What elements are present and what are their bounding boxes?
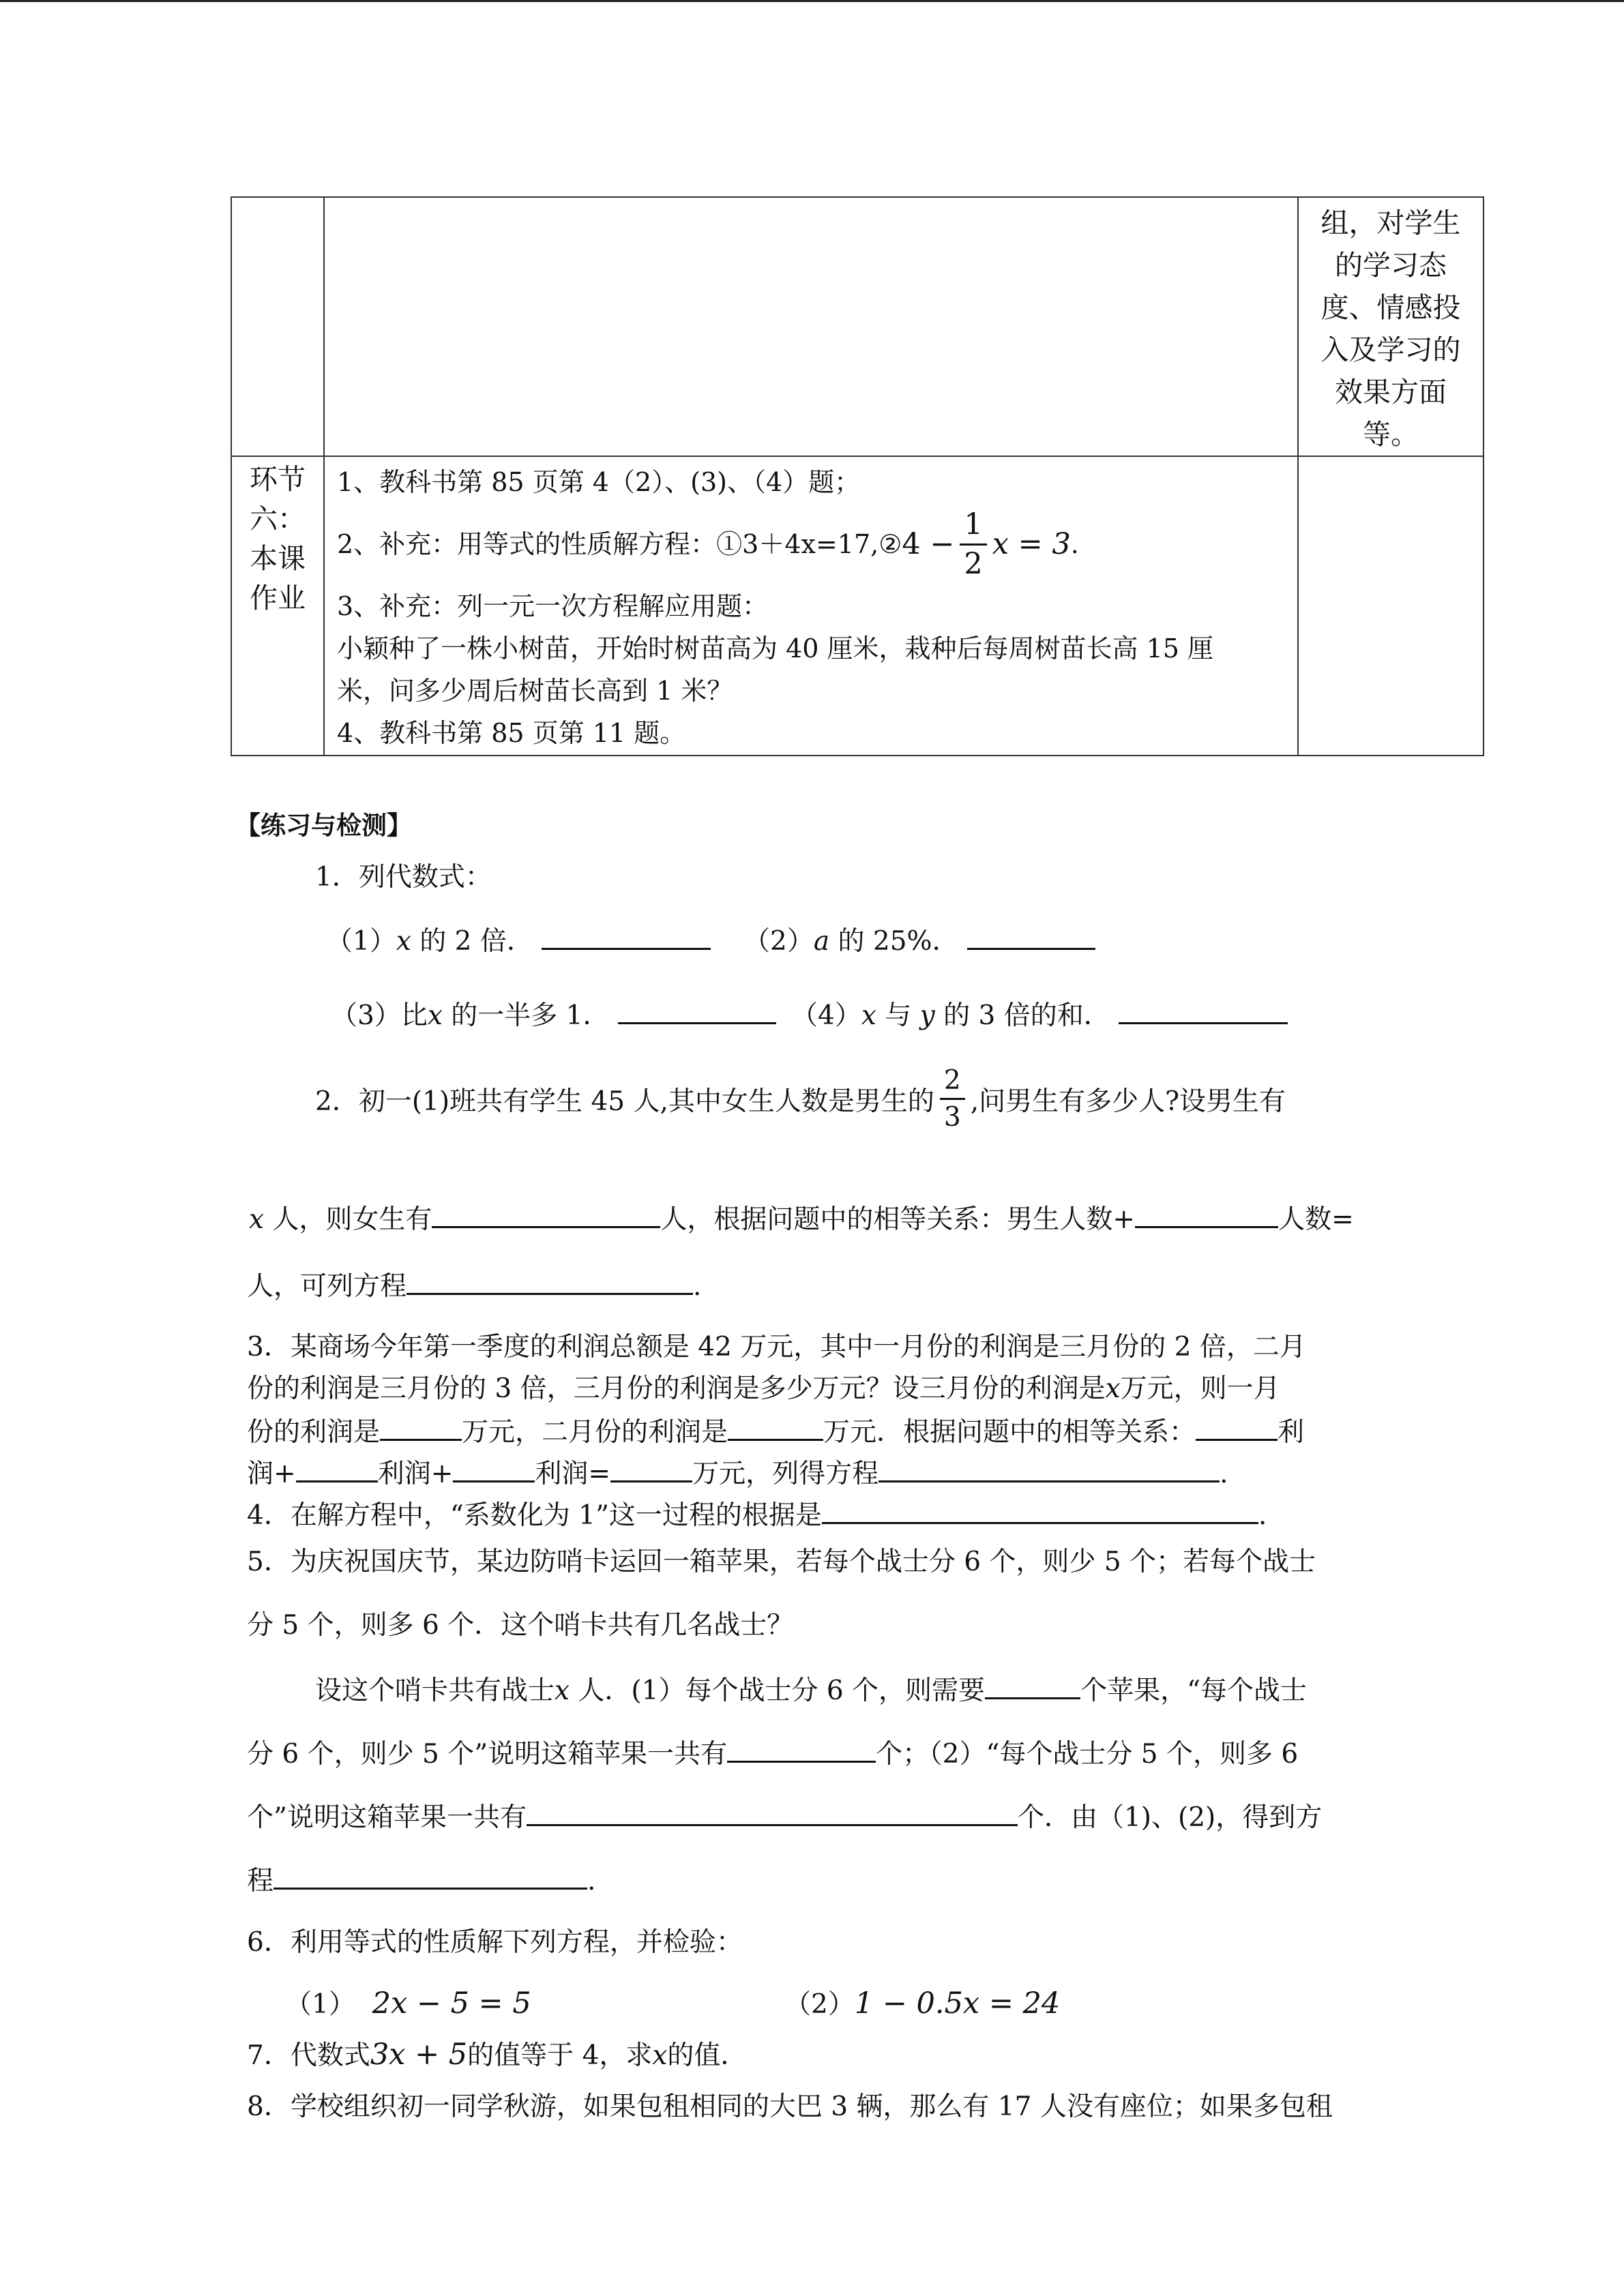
q5-line-6: 程 . <box>247 1858 595 1898</box>
answer-blank[interactable] <box>296 1450 378 1482</box>
q1-part-4: （4）x 与 y 的 3 倍的和． <box>791 992 1288 1032</box>
answer-blank[interactable] <box>453 1450 535 1482</box>
answer-blank[interactable] <box>967 918 1095 950</box>
stage-cell: 环节六：本课作业 <box>231 456 324 756</box>
homework-item-3-title: 3、补充：列一元一次方程解应用题： <box>337 591 769 621</box>
answer-blank[interactable] <box>727 1731 876 1763</box>
q1-part-3: （3）比x 的一半多 1． <box>331 992 776 1032</box>
evaluation-cell-empty <box>1298 456 1483 756</box>
q4-line: 4．在解方程中，“系数化为 1”这一过程的根据是 . <box>247 1492 1267 1532</box>
stage-cell-empty <box>231 197 324 456</box>
content-cell-empty <box>324 197 1298 456</box>
homework-item-3-line-2: 米，问多少周后树苗长高到 1 米？ <box>337 676 733 706</box>
q5-line-4: 分 6 个，则少 5 个”说明这箱苹果一共有 个；（2）“每个战士分 5 个，则多 6 <box>247 1731 1298 1771</box>
q1-title: 1．列代数式： <box>315 862 492 893</box>
q3-line-1: 3．某商场今年第一季度的利润总额是 42 万元，其中一月份的利润是三月份的 2 倍，二月 <box>247 1332 1306 1362</box>
answer-blank[interactable] <box>274 1858 587 1890</box>
q7-line: 7．代数式3x + 5的值等于 4，求x的值． <box>247 2038 748 2072</box>
q3-line-3: 份的利润是 万元，二月份的利润是 万元．根据问题中的相等关系： 利 <box>247 1409 1304 1449</box>
answer-blank[interactable] <box>985 1667 1080 1699</box>
answer-blank[interactable] <box>432 1196 660 1228</box>
homework-item-2: 2、补充：用等式的性质解方程：①3＋4x=17,② 4 − $\frac{1}{2}$ x = 3 . <box>337 507 1079 581</box>
section-title: 【练习与检测】 <box>235 811 412 840</box>
q1-part-1: （1）x 的 2 倍． <box>326 918 711 958</box>
q5-line-2: 分 5 个，则多 6 个．这个哨卡共有几名战士？ <box>247 1610 794 1641</box>
homework-item-4: 4、教科书第 85 页第 11 题。 <box>337 718 686 748</box>
q2-line-2: x 人，则女生有 人，根据问题中的相等关系：男生人数+ 人数= <box>249 1196 1354 1236</box>
q6-title: 6．利用等式的性质解下列方程，并检验： <box>247 1927 743 1958</box>
q2-line-3: 人，可列方程 . <box>247 1263 701 1303</box>
fraction-two-thirds: $\frac{2}{3}$ <box>940 1067 965 1131</box>
fraction-one-half: $\frac{1}{2}$ <box>960 510 986 579</box>
answer-blank[interactable] <box>1119 992 1288 1024</box>
homework-item-1: 1、教科书第 85 页第 4（2）、(3)、（4）题； <box>337 467 861 497</box>
q8-line-1: 8．学校组织初一同学秋游，如果包租相同的大巴 3 辆，那么有 17 人没有座位；如果多包租 <box>247 2091 1333 2122</box>
q2-line-1: 2．初一(1)班共有学生 45 人,其中女生人数是男生的 $\frac{2}{3}$ ,问男生有多少人?设男生有 <box>315 1065 1286 1133</box>
answer-blank[interactable] <box>407 1263 693 1295</box>
answer-blank[interactable] <box>527 1794 1018 1826</box>
q3-line-4: 润+ 利润+ 利润= 万元，列得方程 . <box>247 1450 1228 1491</box>
q3-line-2: 份的利润是三月份的 3 倍，三月份的利润是多少万元？设三月份的利润是x万元，则一月 <box>247 1373 1280 1404</box>
q6-part-2: （2）1 − 0.5x = 24 <box>784 1986 1061 2021</box>
lesson-plan-table <box>231 196 1484 756</box>
evaluation-cell: 组，对学生的学习态度、情感投入及学习的效果方面等。 <box>1298 197 1483 456</box>
q5-line-3: 设这个哨卡共有战士x 人．(1）每个战士分 6 个，则需要 个苹果，“每个战士 <box>315 1667 1307 1708</box>
answer-blank[interactable] <box>728 1409 823 1441</box>
homework-item-3-line-1: 小颖种了一株小树苗，开始时树苗高为 40 厘米，栽种后每周树苗长高 15 厘 <box>337 633 1214 664</box>
q5-line-5: 个”说明这箱苹果一共有 个．由（1)、(2)，得到方 <box>247 1794 1322 1834</box>
answer-blank[interactable] <box>610 1450 692 1482</box>
answer-blank[interactable] <box>542 918 711 950</box>
q5-line-1: 5．为庆祝国庆节，某边防哨卡运回一箱苹果，若每个战士分 6 个，则少 5 个；若每个战士 <box>247 1547 1316 1577</box>
answer-blank[interactable] <box>618 992 776 1024</box>
answer-blank[interactable] <box>879 1450 1220 1482</box>
q6-part-1: （1） 2x − 5 = 5 <box>285 1986 531 2021</box>
answer-blank[interactable] <box>822 1492 1258 1524</box>
table-row <box>231 197 1483 456</box>
page-top-border <box>0 0 1624 2</box>
homework-cell <box>324 456 1298 756</box>
answer-blank[interactable] <box>1196 1409 1278 1441</box>
table-row <box>231 456 1483 756</box>
answer-blank[interactable] <box>1135 1196 1278 1228</box>
q1-part-2: （2）a 的 25%． <box>743 918 1095 958</box>
answer-blank[interactable] <box>380 1409 462 1441</box>
